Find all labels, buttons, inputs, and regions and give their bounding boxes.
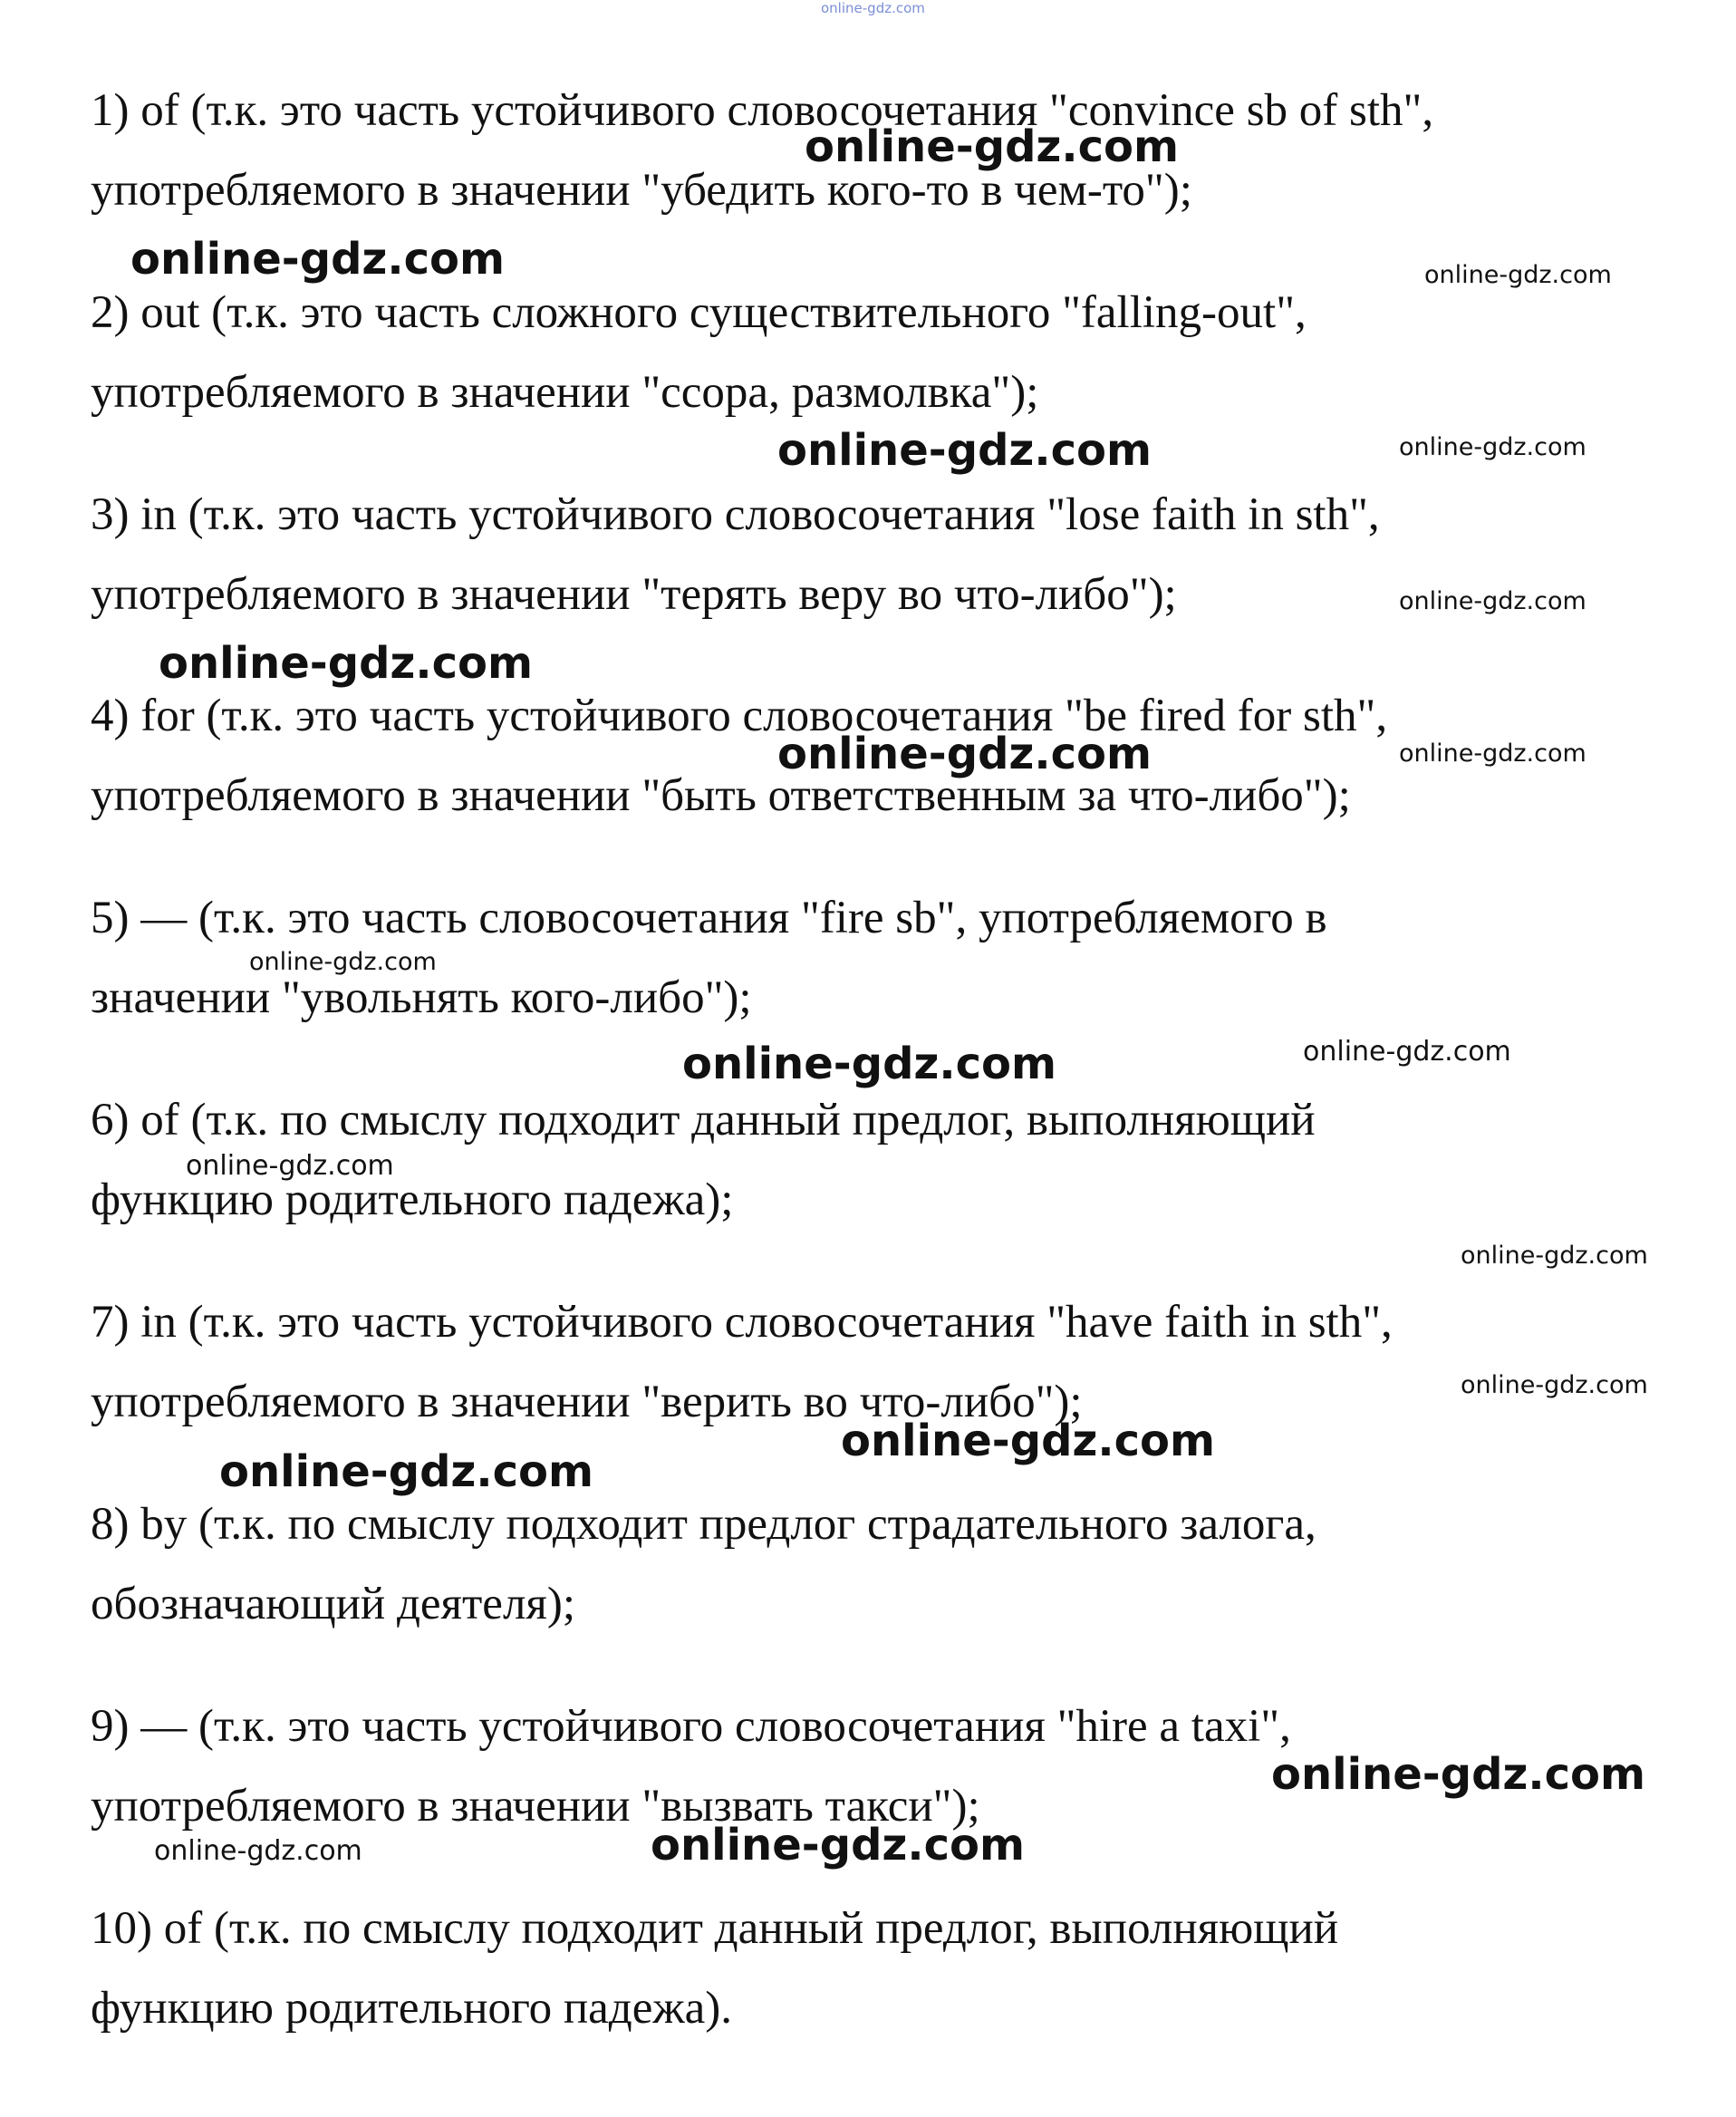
answer-6-line-2: функцию родительного падежа); [91,1174,734,1225]
watermark: online-gdz.com [219,1446,594,1497]
watermark: online-gdz.com [1271,1749,1646,1800]
watermark: online-gdz.com [1399,740,1587,768]
answer-6-line-1: 6) of (т.к. по смыслу подходит данный предлог, выполняющий [91,1095,1316,1146]
watermark: online-gdz.com [805,121,1180,172]
watermark: online-gdz.com [651,1820,1026,1870]
watermark: online-gdz.com [186,1150,394,1182]
answer-3-line-1: 3) in (т.к. это часть устойчивого словосочетания "lose faith in sth", [91,489,1380,540]
answer-1-line-1: 1) of (т.к. это часть устойчивого словосочетания "convince sb of sth", [91,85,1434,136]
answer-10-line-1: 10) of (т.к. по смыслу подходит данный предлог, выполняющий [91,1903,1339,1954]
answer-5-line-1: 5) — (т.к. это часть словосочетания "fire sb", употребляемого в [91,893,1327,943]
header-watermark: online-gdz.com [821,0,925,16]
watermark: online-gdz.com [1461,1242,1648,1270]
answer-2-line-1: 2) out (т.к. это часть сложного существительного "falling-out", [91,287,1307,338]
answer-4-line-2: употребляемого в значении "быть ответственным за что-либо"); [91,770,1351,821]
watermark: online-gdz.com [1424,261,1612,289]
watermark: online-gdz.com [159,638,534,689]
answer-9-line-2: употребляемого в значении "вызвать такси"); [91,1781,980,1832]
watermark: online-gdz.com [154,1835,362,1867]
watermark: online-gdz.com [130,234,506,285]
watermark: online-gdz.com [1303,1036,1511,1068]
watermark: online-gdz.com [777,425,1153,476]
answer-9-line-1: 9) — (т.к. это часть устойчивого словосочетания "hire a taxi", [91,1701,1291,1752]
watermark: online-gdz.com [1461,1371,1648,1399]
answer-7-line-2: употребляемого в значении "верить во что-либо"); [91,1377,1083,1427]
watermark: online-gdz.com [1399,587,1587,615]
answer-10-line-2: функцию родительного падежа). [91,1983,732,2034]
answer-2-line-2: употребляемого в значении "ссора, размолвка"); [91,367,1039,418]
answer-4-line-1: 4) for (т.к. это часть устойчивого словосочетания "be fired for sth", [91,691,1388,741]
answer-3-line-2: употребляемого в значении "терять веру во что-либо"); [91,569,1177,620]
watermark: online-gdz.com [1399,433,1587,461]
answer-1-line-2: употребляемого в значении "убедить кого-то в чем-то"); [91,165,1192,216]
answer-5-line-2: значении "увольнять кого-либо"); [91,972,752,1023]
answer-7-line-1: 7) in (т.к. это часть устойчивого словосочетания "have faith in sth", [91,1297,1393,1348]
watermark: online-gdz.com [249,948,437,976]
watermark: online-gdz.com [841,1416,1216,1466]
answer-8-line-2: обозначающий деятеля); [91,1579,576,1629]
watermark: online-gdz.com [682,1039,1057,1089]
watermark: online-gdz.com [777,729,1153,779]
answer-8-line-1: 8) by (т.к. по смыслу подходит предлог страдательного залога, [91,1499,1316,1550]
